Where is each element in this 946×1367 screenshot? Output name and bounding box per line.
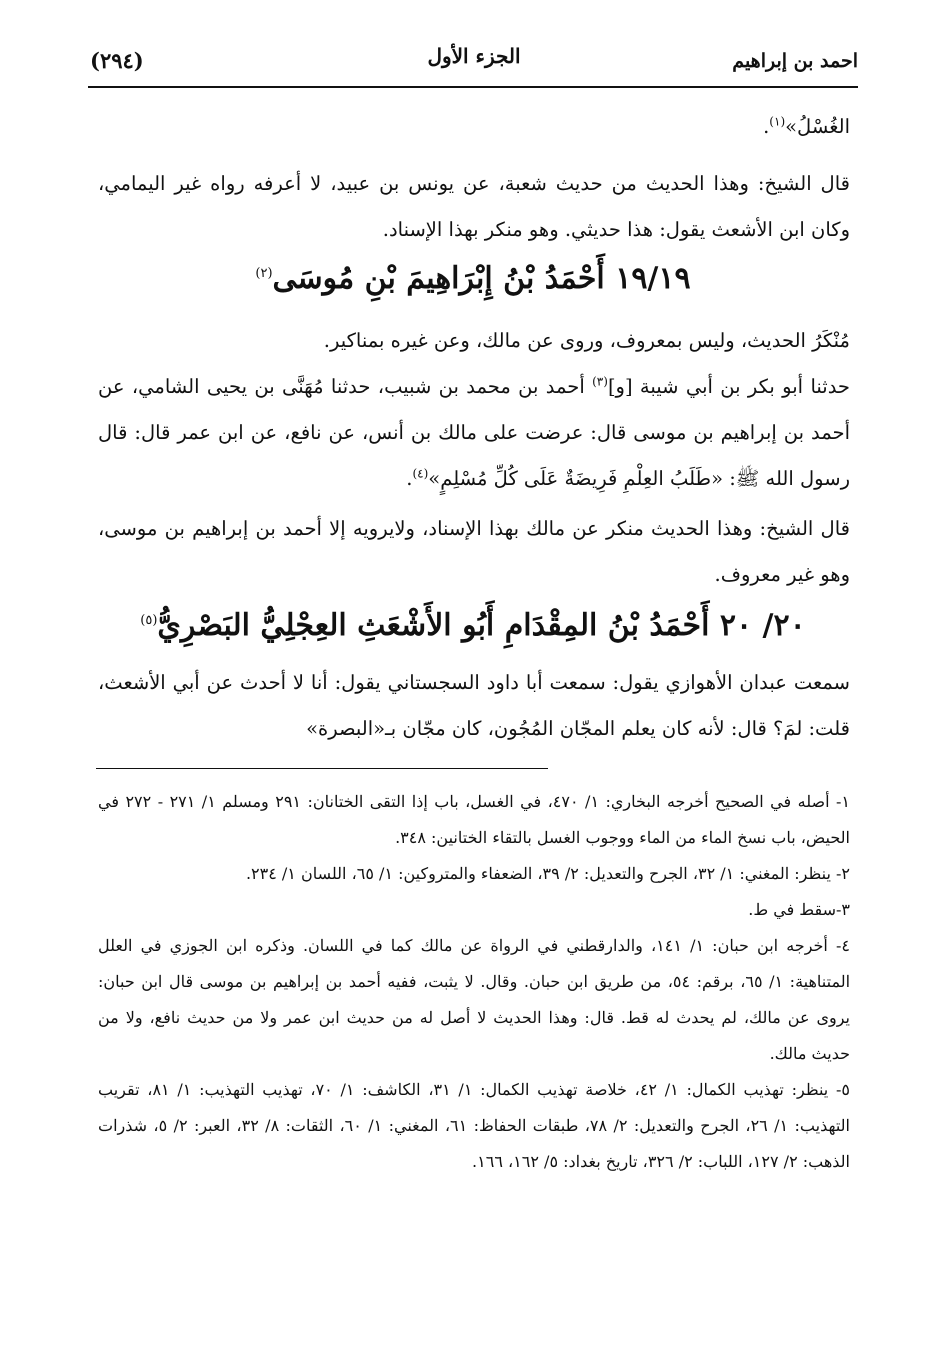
paragraph-isnad (98, 364, 850, 502)
isnad-part-2: أحمد بن محمد بن شبيب، حدثنا مُهَنَّى بن يحيى الشامي، عن أحمد بن إبراهيم بن موسى قال: عرضت على مالك بن أنس، عن نافع، عن ابن عمر قال: قال رسول الله ﷺ: «طَلَبُ العِلْمِ فَرِيضَةٌ عَلَى كُلِّ مُسْلِمٍ» (98, 375, 850, 490)
footnote-ref-2: (٢) (255, 266, 273, 281)
footnote-ref-1: (١) (769, 114, 786, 129)
part-title: الجزء الأول (427, 44, 521, 68)
running-header (90, 42, 858, 82)
footnote-ref-4: (٤) (412, 466, 429, 481)
entry-heading-20 (110, 602, 836, 650)
paragraph-narrator-description: مُنْكَرُ الحديث، وليس بمعروف، وروى عن مالك، وعن غيره بمناكير. (323, 329, 850, 352)
running-title: احمد بن إبراهيم (732, 50, 858, 72)
header-rule (88, 86, 858, 88)
isnad-part-1: حدثنا أبو بكر بن أبي شيبة [و] (607, 375, 850, 398)
hadith-closing-text: الغُسْلُ» (785, 115, 850, 138)
footnotes (98, 784, 850, 1180)
paragraph-hadith-end (98, 104, 850, 150)
entry-heading-19 (150, 255, 796, 303)
paragraph-shaykh-comment-2: قال الشيخ: وهذا الحديث منكر عن مالك بهذا الإسناد، ولايرويه إلا أحمد بن إبراهيم بن موسى، وهو غير معروف. (98, 517, 850, 586)
footnote-ref-3: (٣) (592, 374, 608, 389)
footnote-separator (96, 768, 548, 769)
footnote-ref-5: (٥) (140, 613, 158, 628)
paragraph-shaykh-comment-1: قال الشيخ: وهذا الحديث من حديث شعبة، عن يونس بن عبيد، لا أعرفه رواه غير اليمامي، وكان ابن الأشعث يقول: هذا حديثي. وهو منكر بهذا الإسناد. (98, 172, 850, 241)
footnote: ٣-سقط في ط. (748, 900, 850, 919)
footnote: ٥- ينظر: تهذيب الكمال: ١/ ٤٢، خلاصة تهذيب الكمال: ١/ ٣١، الكاشف: ١/ ٧٠، تهذيب التهذيب: ١/ ٨١، تقريب التهذيب: ١/ ٢٦، الجرح والتعديل: ٢/ ٧٨، طبقات الحفاظ: ٦١، المغني: ١/ ٦٠، الثقات: ٨/ ٣٢، العبر: ٢/ ٥، شذرات الذهب: ٢/ ١٢٧، اللباب: ٢/ ٣٢٦، تاريخ بغداد: ٥/ ١٦٢، ١٦٦. (98, 1080, 850, 1171)
page-number: (٢٩٤) (90, 48, 144, 73)
footnote: ١- أصله في الصحيح أخرجه البخاري: ١/ ٤٧٠، في الغسل، باب إذا التقى الختانان: ٢٩١ ومسلم ١/ ٢٧١ - ٢٧٢ في الحيض، باب نسخ الماء من الماء ووجوب الغسل بالتقاء الختانين: ٣٤٨. (98, 792, 850, 847)
sentence-end: . (763, 115, 770, 138)
entry-title: ٢٠/ ٢٠ أَحْمَدُ بْنُ المِقْدَامِ أَبُو الأَشْعَثِ العِجْلِيُّ البَصْرِيُّ (157, 608, 806, 643)
sentence-end: . (406, 467, 413, 490)
paragraph-report: سمعت عبدان الأهوازي يقول: سمعت أبا داود السجستاني يقول: أنا لا أحدث عن أبي الأشعث، قلت: لمَ؟ قال: لأنه كان يعلم المجّان المُجُون، كان مجّان بـ«البصرة» (98, 671, 850, 740)
entry-title: ١٩/١٩ أَحْمَدُ بْنُ إِبْرَاهِيمَ بْنِ مُوسَى (272, 261, 691, 296)
footnote: ٤- أخرجه ابن حبان: ١/ ١٤١، والدارقطني في الرواة عن مالك كما في اللسان. وذكره ابن الجوزي في العلل المتناهية: ١/ ٦٥، برقم: ٥٤، من طريق ابن حبان. وقال. لا يثبت، ففيه أحمد بن إبراهيم بن موسى قال ابن حبان: يروى عن مالك، لم يحدث له قط. قال: وهذا الحديث لا أصل له من حديث ابن عمر ولا من حديث نافع، ولا من حديث مالك. (98, 936, 851, 1063)
footnote: ٢- ينظر: المغني: ١/ ٣٢، الجرح والتعديل: ٢/ ٣٩، الضعفاء والمتروكين: ١/ ٦٥، اللسان ١/ ٢٣٤. (245, 864, 850, 883)
